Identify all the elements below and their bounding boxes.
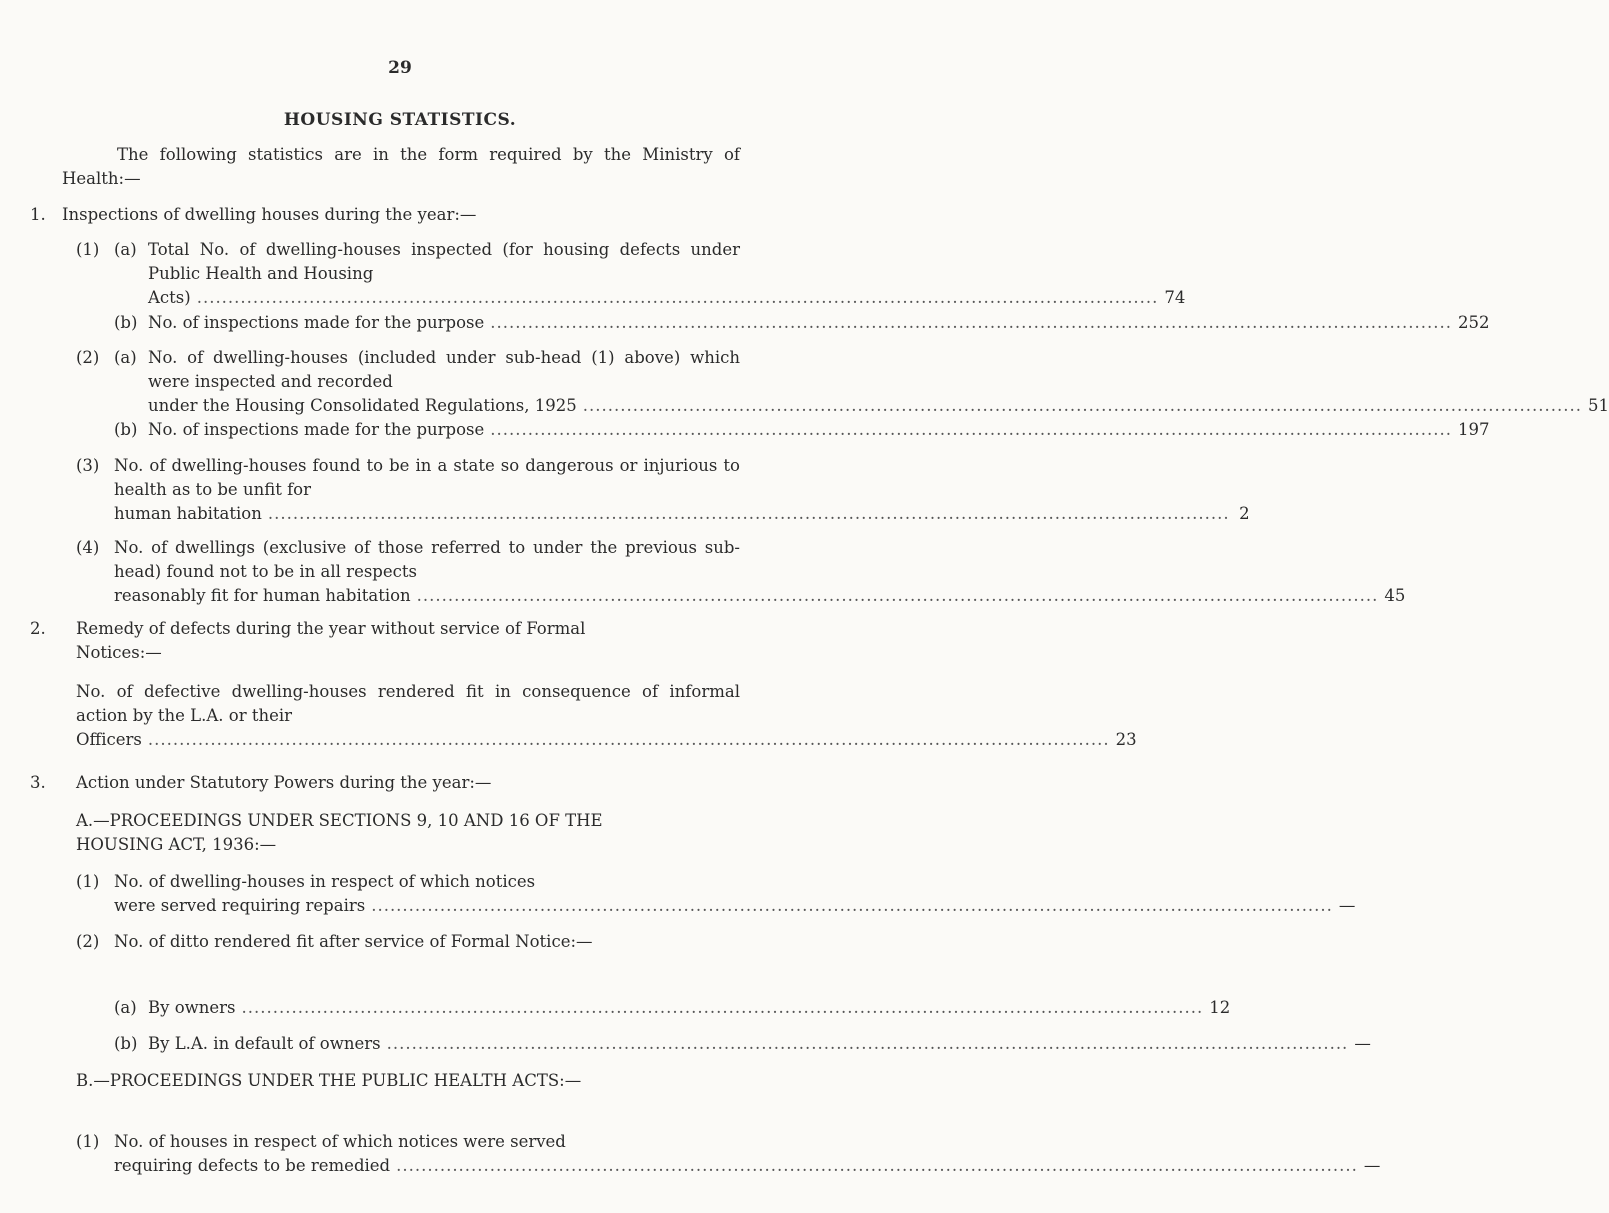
dot-leader: ..........................................................................................................................................................	[196, 288, 1159, 307]
item-value: 23	[1115, 730, 1137, 749]
item-text: By owners	[148, 998, 236, 1017]
dot-leader: ..........................................................................................................................................................	[490, 420, 1452, 439]
item-text: Officers	[76, 730, 142, 749]
item-text: under the Housing Consolidated Regulations, 1925	[148, 396, 577, 415]
subsection-a-heading: A.—PROCEEDINGS UNDER SECTIONS 9, 10 AND 16 OF THE HOUSING ACT, 1936:—	[76, 811, 603, 854]
leader-row	[76, 728, 1137, 752]
item-value: —	[1363, 1156, 1381, 1175]
dot-leader: ................................................................................................................................................................	[582, 396, 1582, 415]
dot-leader: ..........................................................................................................................................................	[147, 730, 1110, 749]
item-text: No. of dwelling-houses found to be in a state so dangerous or injurious to health as to be unfit for	[114, 456, 740, 499]
sub-item-label: (a)	[114, 240, 137, 259]
item-text: were served requiring repairs	[114, 896, 366, 915]
leader-row	[148, 1032, 1371, 1056]
item-3b-1	[76, 1130, 1381, 1178]
section-2	[30, 617, 740, 665]
section-number: 1.	[30, 205, 46, 224]
item-1-1	[76, 238, 1186, 310]
intro-paragraph: The following statistics are in the form required by the Ministry of Health:—	[62, 145, 740, 188]
item-text: requiring defects to be remedied	[114, 1156, 391, 1175]
item-number: (1)	[76, 1132, 100, 1151]
item-value: 74	[1164, 288, 1186, 307]
item-value: —	[1338, 896, 1356, 915]
dot-leader: ..........................................................................................................................................................	[241, 998, 1204, 1017]
item-text: No. of inspections made for the purpose	[148, 420, 485, 439]
item-text: By L.A. in default of owners	[148, 1034, 381, 1053]
item-text: No. of ditto rendered fit after service of Formal Notice:—	[114, 932, 593, 951]
leader-row	[114, 584, 1406, 608]
section-number: 2.	[30, 619, 46, 638]
item-value: 12	[1209, 998, 1231, 1017]
page-title: HOUSING STATISTICS.	[283, 110, 517, 130]
item-number: (1)	[76, 240, 100, 259]
dot-leader: ..........................................................................................................................................................	[371, 896, 1333, 915]
item-text: Acts)	[148, 288, 191, 307]
dot-leader: ..........................................................................................................................................................	[386, 1034, 1349, 1053]
sub-item-label: (b)	[114, 1034, 138, 1053]
item-3a-1	[76, 870, 1356, 918]
subsection-b-heading: B.—PROCEEDINGS UNDER THE PUBLIC HEALTH ACTS:—	[76, 1071, 582, 1090]
item-value: 197	[1458, 420, 1490, 439]
section-heading-text: Inspections of dwelling houses during the year:—	[62, 205, 477, 224]
page-number: 29	[388, 58, 412, 78]
item-value: 2	[1239, 504, 1250, 523]
item-text: No. of houses in respect of which notices were served	[114, 1132, 566, 1151]
dot-leader: ..........................................................................................................................................................	[416, 586, 1379, 605]
leader-row	[148, 286, 1186, 310]
item-1-1-b	[114, 311, 1490, 335]
sub-item-label: (a)	[114, 348, 137, 367]
item-text: No. of dwellings (exclusive of those referred to under the previous sub-head) found not to be in all respects	[114, 538, 740, 581]
sub-item-label: (b)	[114, 313, 138, 332]
item-text: reasonably fit for human habitation	[114, 586, 411, 605]
leader-row	[148, 996, 1231, 1020]
item-number: (3)	[76, 456, 100, 475]
item-text: human habitation	[114, 504, 262, 523]
leader-row	[114, 502, 1250, 526]
item-text: No. of inspections made for the purpose	[148, 313, 485, 332]
item-text: No. of dwelling-houses (included under sub-head (1) above) which were inspected and recorded	[148, 348, 740, 391]
dot-leader: ..........................................................................................................................................................	[267, 504, 1230, 523]
leader-row	[114, 894, 1356, 918]
leader-row	[148, 394, 1609, 418]
item-number: (2)	[76, 348, 100, 367]
item-1-2-b	[114, 418, 1490, 442]
item-3a-2-b	[114, 1032, 1371, 1056]
item-text: Total No. of dwelling-houses inspected (for housing defects under Public Health and Housing	[148, 240, 740, 283]
item-text: No. of dwelling-houses in respect of which notices	[114, 872, 536, 891]
leader-row	[114, 1154, 1381, 1178]
dot-leader: ..........................................................................................................................................................	[490, 313, 1452, 332]
section-heading-text: Remedy of defects during the year without service of Formal Notices:—	[76, 619, 586, 662]
sub-item-label: (a)	[114, 998, 137, 1017]
sub-item-label: (b)	[114, 420, 138, 439]
leader-row	[148, 311, 1490, 335]
item-value: 51	[1587, 396, 1609, 415]
item-value: 252	[1458, 313, 1490, 332]
item-1-2	[76, 346, 1609, 418]
leader-row	[148, 418, 1490, 442]
item-3a-2-a	[114, 996, 1231, 1020]
item-text: No. of defective dwelling-houses rendered fit in consequence of informal action by the L.A. or their	[76, 682, 740, 725]
item-number: (1)	[76, 872, 100, 891]
item-value: 45	[1384, 586, 1406, 605]
item-number: (2)	[76, 932, 100, 951]
dot-leader: ..........................................................................................................................................................	[396, 1156, 1358, 1175]
item-value: —	[1354, 1034, 1371, 1053]
item-1-4	[76, 536, 1406, 608]
item-number: (4)	[76, 538, 100, 557]
section-number: 3.	[30, 773, 46, 792]
item-3a-2	[76, 930, 676, 954]
section-2-item	[76, 680, 1137, 752]
item-1-3	[76, 454, 1250, 526]
section-heading-text: Action under Statutory Powers during the year:—	[76, 773, 492, 792]
